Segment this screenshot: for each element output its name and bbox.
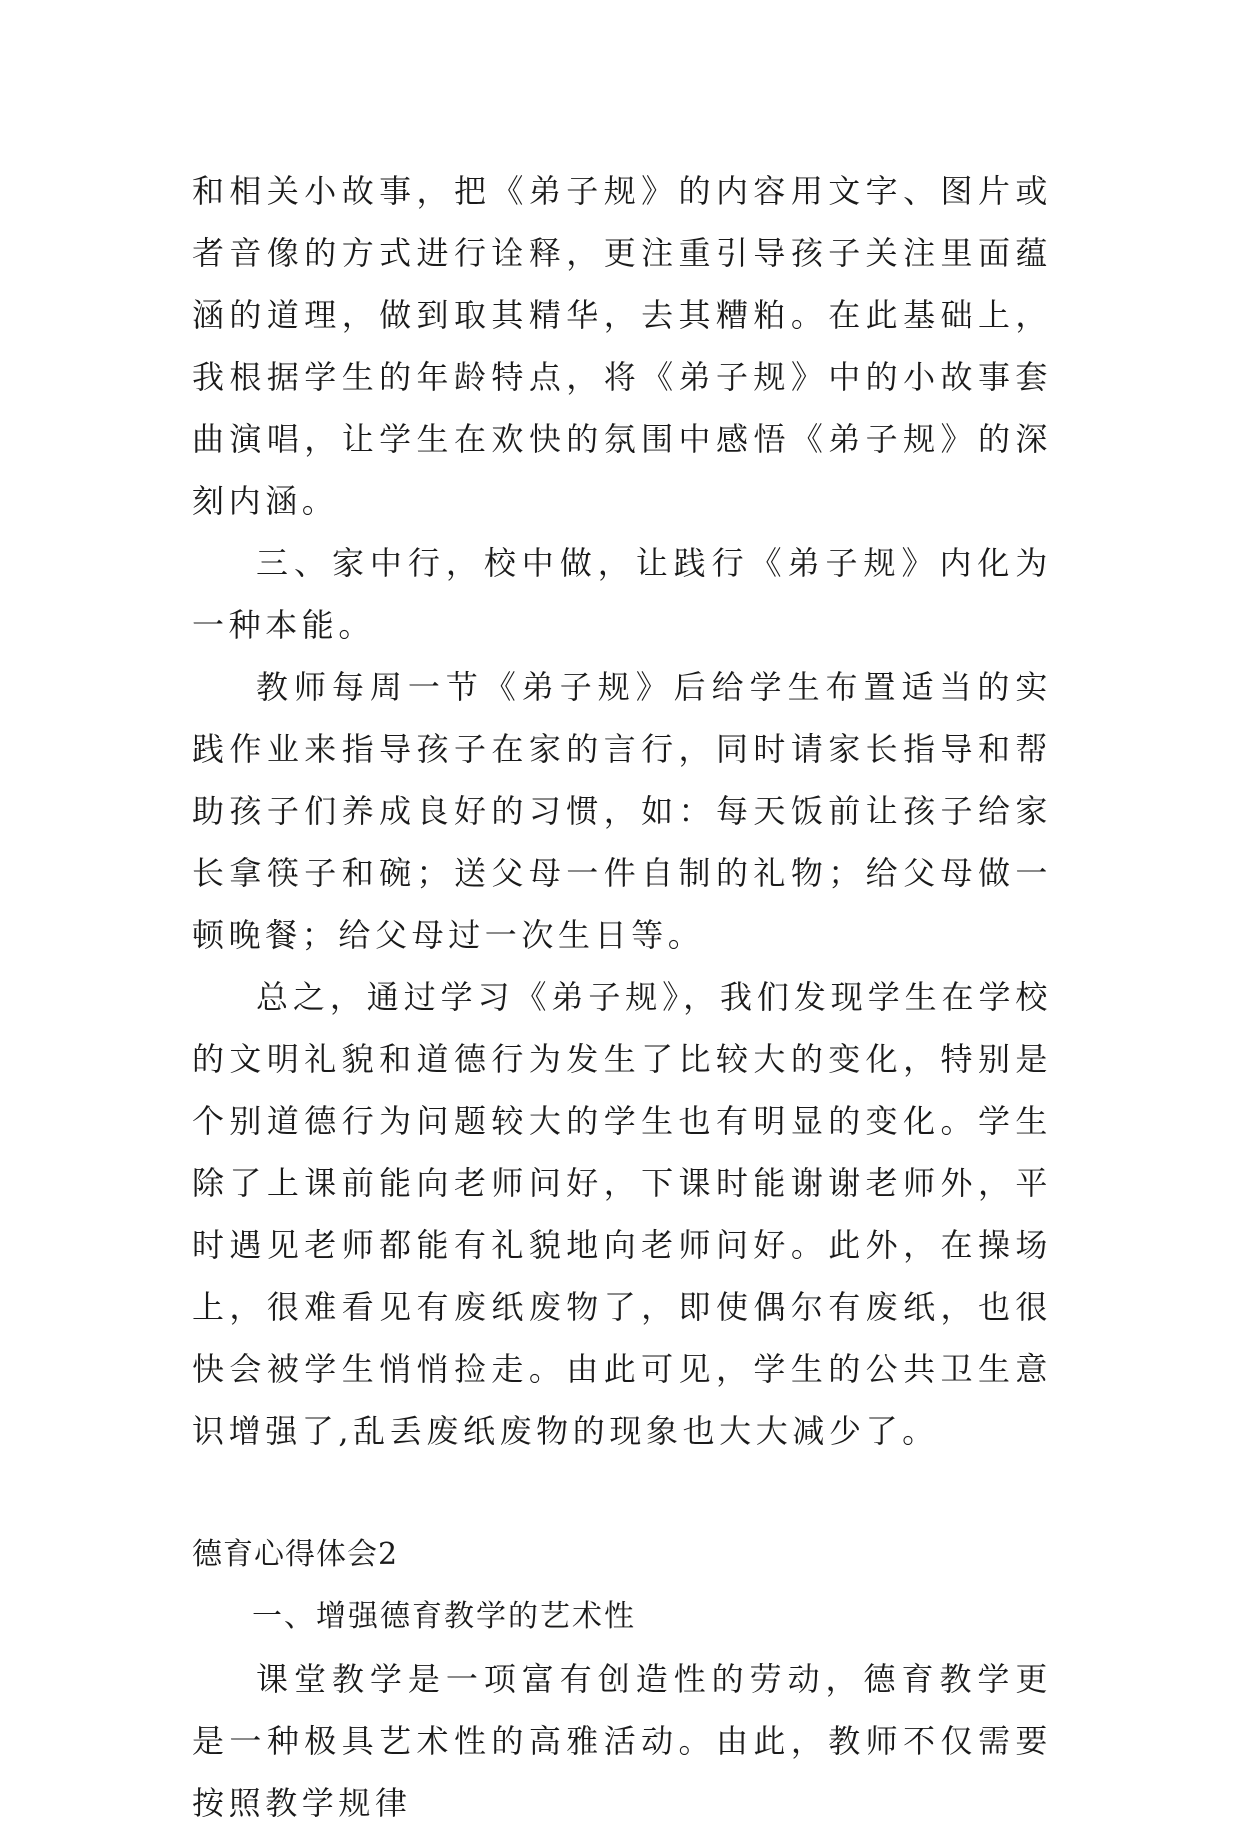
paragraph-practice-homework: 教师每周一节《弟子规》后给学生布置适当的实践作业来指导孩子在家的言行，同时请家长指导和帮助孩子们养成良好的习惯，如：每天饭前让孩子给家长拿筷子和碗；送父母一件自制的礼物；给父母做一顿晚餐；给父母过一次生日等。 xyxy=(192,668,1052,954)
paragraph-conclusion: 总之，通过学习《弟子规》，我们发现学生在学校的文明礼貌和道德行为发生了比较大的变化，特别是个别道德行为问题较大的学生也有明显的变化。学生除了上课前能向老师问好，下课时能谢谢老师外，平时遇见老师都能有礼貌地向老师问好。此外，在操场上，很难看见有废纸废物了，即使偶尔有废纸，也很快会被学生悄悄捡走。由此可见，学生的公共卫生意识增强了,乱丢废纸废物的现象也大大减少了。 xyxy=(192,978,1052,1450)
paragraph-continued-story: 和相关小故事，把《弟子规》的内容用文字、图片或者音像的方式进行诠释，更注重引导孩子关注里面蕴涵的道理，做到取其精华，去其糟粕。在此基础上，我根据学生的年龄特点，将《弟子规》中的小故事套曲演唱，让学生在欢快的氛围中感悟《弟子规》的深刻内涵。 xyxy=(192,172,1052,520)
section-title: 德育心得体会2 xyxy=(192,1537,399,1572)
paragraph-classroom-teaching: 课堂教学是一项富有创造性的劳动，德育教学更是一种极具艺术性的高雅活动。由此，教师不仅需要按照教学规律 xyxy=(192,1660,1052,1822)
document-body xyxy=(192,160,1052,1834)
paragraph-section-three-heading: 三、家中行，校中做，让践行《弟子规》内化为一种本能。 xyxy=(192,544,1052,644)
section-spacer xyxy=(192,1462,1052,1524)
section-subtitle: 一、增强德育教学的艺术性 xyxy=(252,1599,636,1634)
